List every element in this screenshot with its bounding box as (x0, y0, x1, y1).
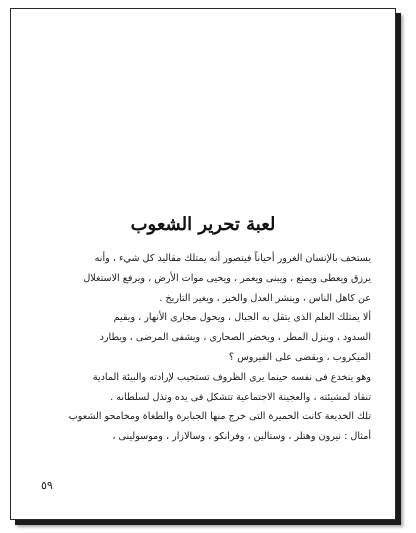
chapter-title: لعبة تحرير الشعوب (130, 214, 276, 235)
text-line: عن كاهل الناس ، وينشر العدل والخير ، ويغير التاريخ . (159, 292, 371, 304)
book-page (10, 8, 396, 520)
body-text (47, 249, 371, 447)
text-line: الميكروب ، ويقضى على الفيروس ؟ (228, 351, 371, 363)
text-line: يرزق ويعطى ويمنع ، ويبنى ويعمر ، ويحيى موات الأرض ، ويرفع الاستغلال (83, 272, 371, 284)
text-line: ألا يمتلك العلم الذى يتقل به الجبال ، ويحول مجارى الأنهار ، ويقيم (113, 312, 371, 324)
text-line: السدود ، وينزل المطر ، ويخضر الصحارى ، ويشفى المرضى ، ويطارد (99, 332, 371, 344)
text-line: تنقاد لمشيئته ، والعجينة الاجتماعية تتشكل فى يده وتذل لسلطانه . (110, 391, 371, 403)
page-number: ٥٩ (41, 479, 53, 492)
text-line: تلك الخديعة كانت الحميرة التى خرج منها الجبابرة والطغاة ومخامحو الشعوب (68, 411, 371, 423)
text-line: يستخف بالإنسان الغرور أحياناً فيتصور أنه يمتلك مقاليد كل شيء ، وأنه (94, 253, 371, 264)
text-line: أمثال : نيرون وهتلر ، وستالين ، وفرانكو ، وسالازار ، وموسولينى ، (112, 431, 371, 443)
text-line: وهو ينخدع فى نفسه حينما يرى الظروف تستجيب لإرادته والبيئة المادية (92, 371, 371, 383)
